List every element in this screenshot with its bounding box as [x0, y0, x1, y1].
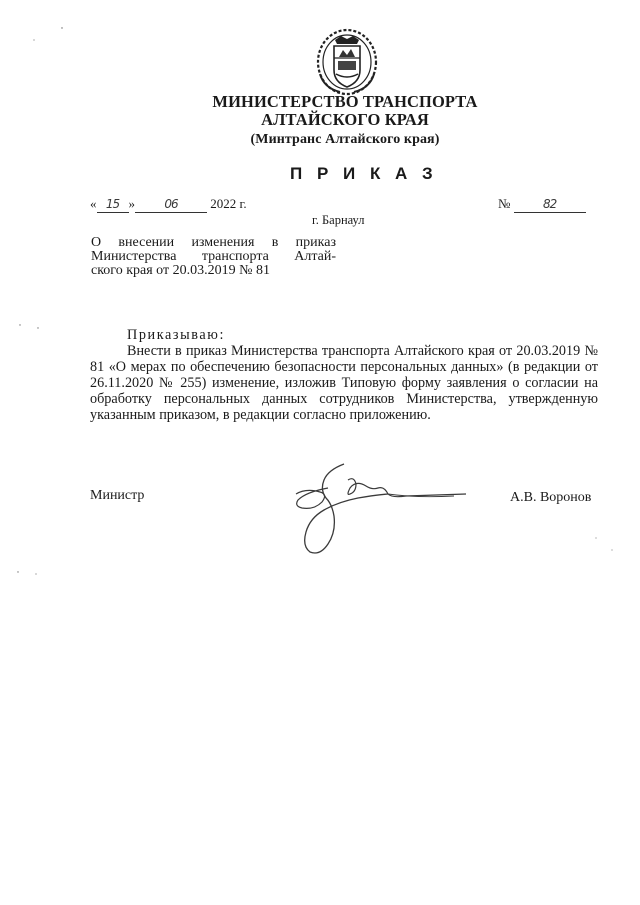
subject-line: О внесении изменения в приказ: [91, 235, 336, 250]
date-month-handwritten: 06: [164, 197, 178, 211]
number-label: №: [498, 196, 511, 211]
number-field: [514, 196, 586, 213]
date-open-quote: «: [90, 196, 97, 211]
date-day-field: [97, 196, 129, 213]
ministry-name-line1: МИНИСТЕРСТВО ТРАНСПОРТА: [212, 92, 478, 111]
order-number: [498, 196, 586, 213]
ministry-name-line2: АЛТАЙСКОГО КРАЯ: [261, 110, 429, 129]
order-lead: Приказываю:: [127, 327, 225, 343]
city: г. Барнаул: [312, 213, 365, 227]
date-day-handwritten: 15: [105, 197, 120, 211]
ministry-short-name: (Минтранс Алтайского края): [250, 132, 440, 147]
order-paragraph: Внести в приказ Министерства транспорта Алтайского края от 20.03.2019 № 81 «О мерах по обеспечению безопасности персональных данных» (в редакции от 26.11.2020 № 255) изменение, изложив Типовую форму заявления о согласии на обработку персональных данных сотрудников Министерства, утвержденную указанным приказом, в редакции согласно приложению.: [90, 343, 598, 423]
date-close-quote: »: [128, 196, 135, 211]
document-title: П Р И К А З: [290, 164, 438, 183]
order-body: [90, 327, 598, 423]
order-subject: [91, 236, 336, 278]
subject-line: Министерства транспорта Алтай-: [91, 249, 336, 264]
signer-position: Министр: [90, 488, 145, 503]
order-date: [90, 196, 247, 213]
coat-of-arms-icon: [314, 24, 380, 96]
subject-line: ского края от 20.03.2019 № 81: [91, 263, 270, 278]
date-year: 2022 г.: [210, 196, 247, 211]
number-handwritten: 82: [543, 197, 557, 211]
handwritten-signature-icon: [276, 458, 476, 558]
signer-name: А.В. Воронов: [510, 490, 592, 505]
date-month-field: [135, 196, 207, 213]
